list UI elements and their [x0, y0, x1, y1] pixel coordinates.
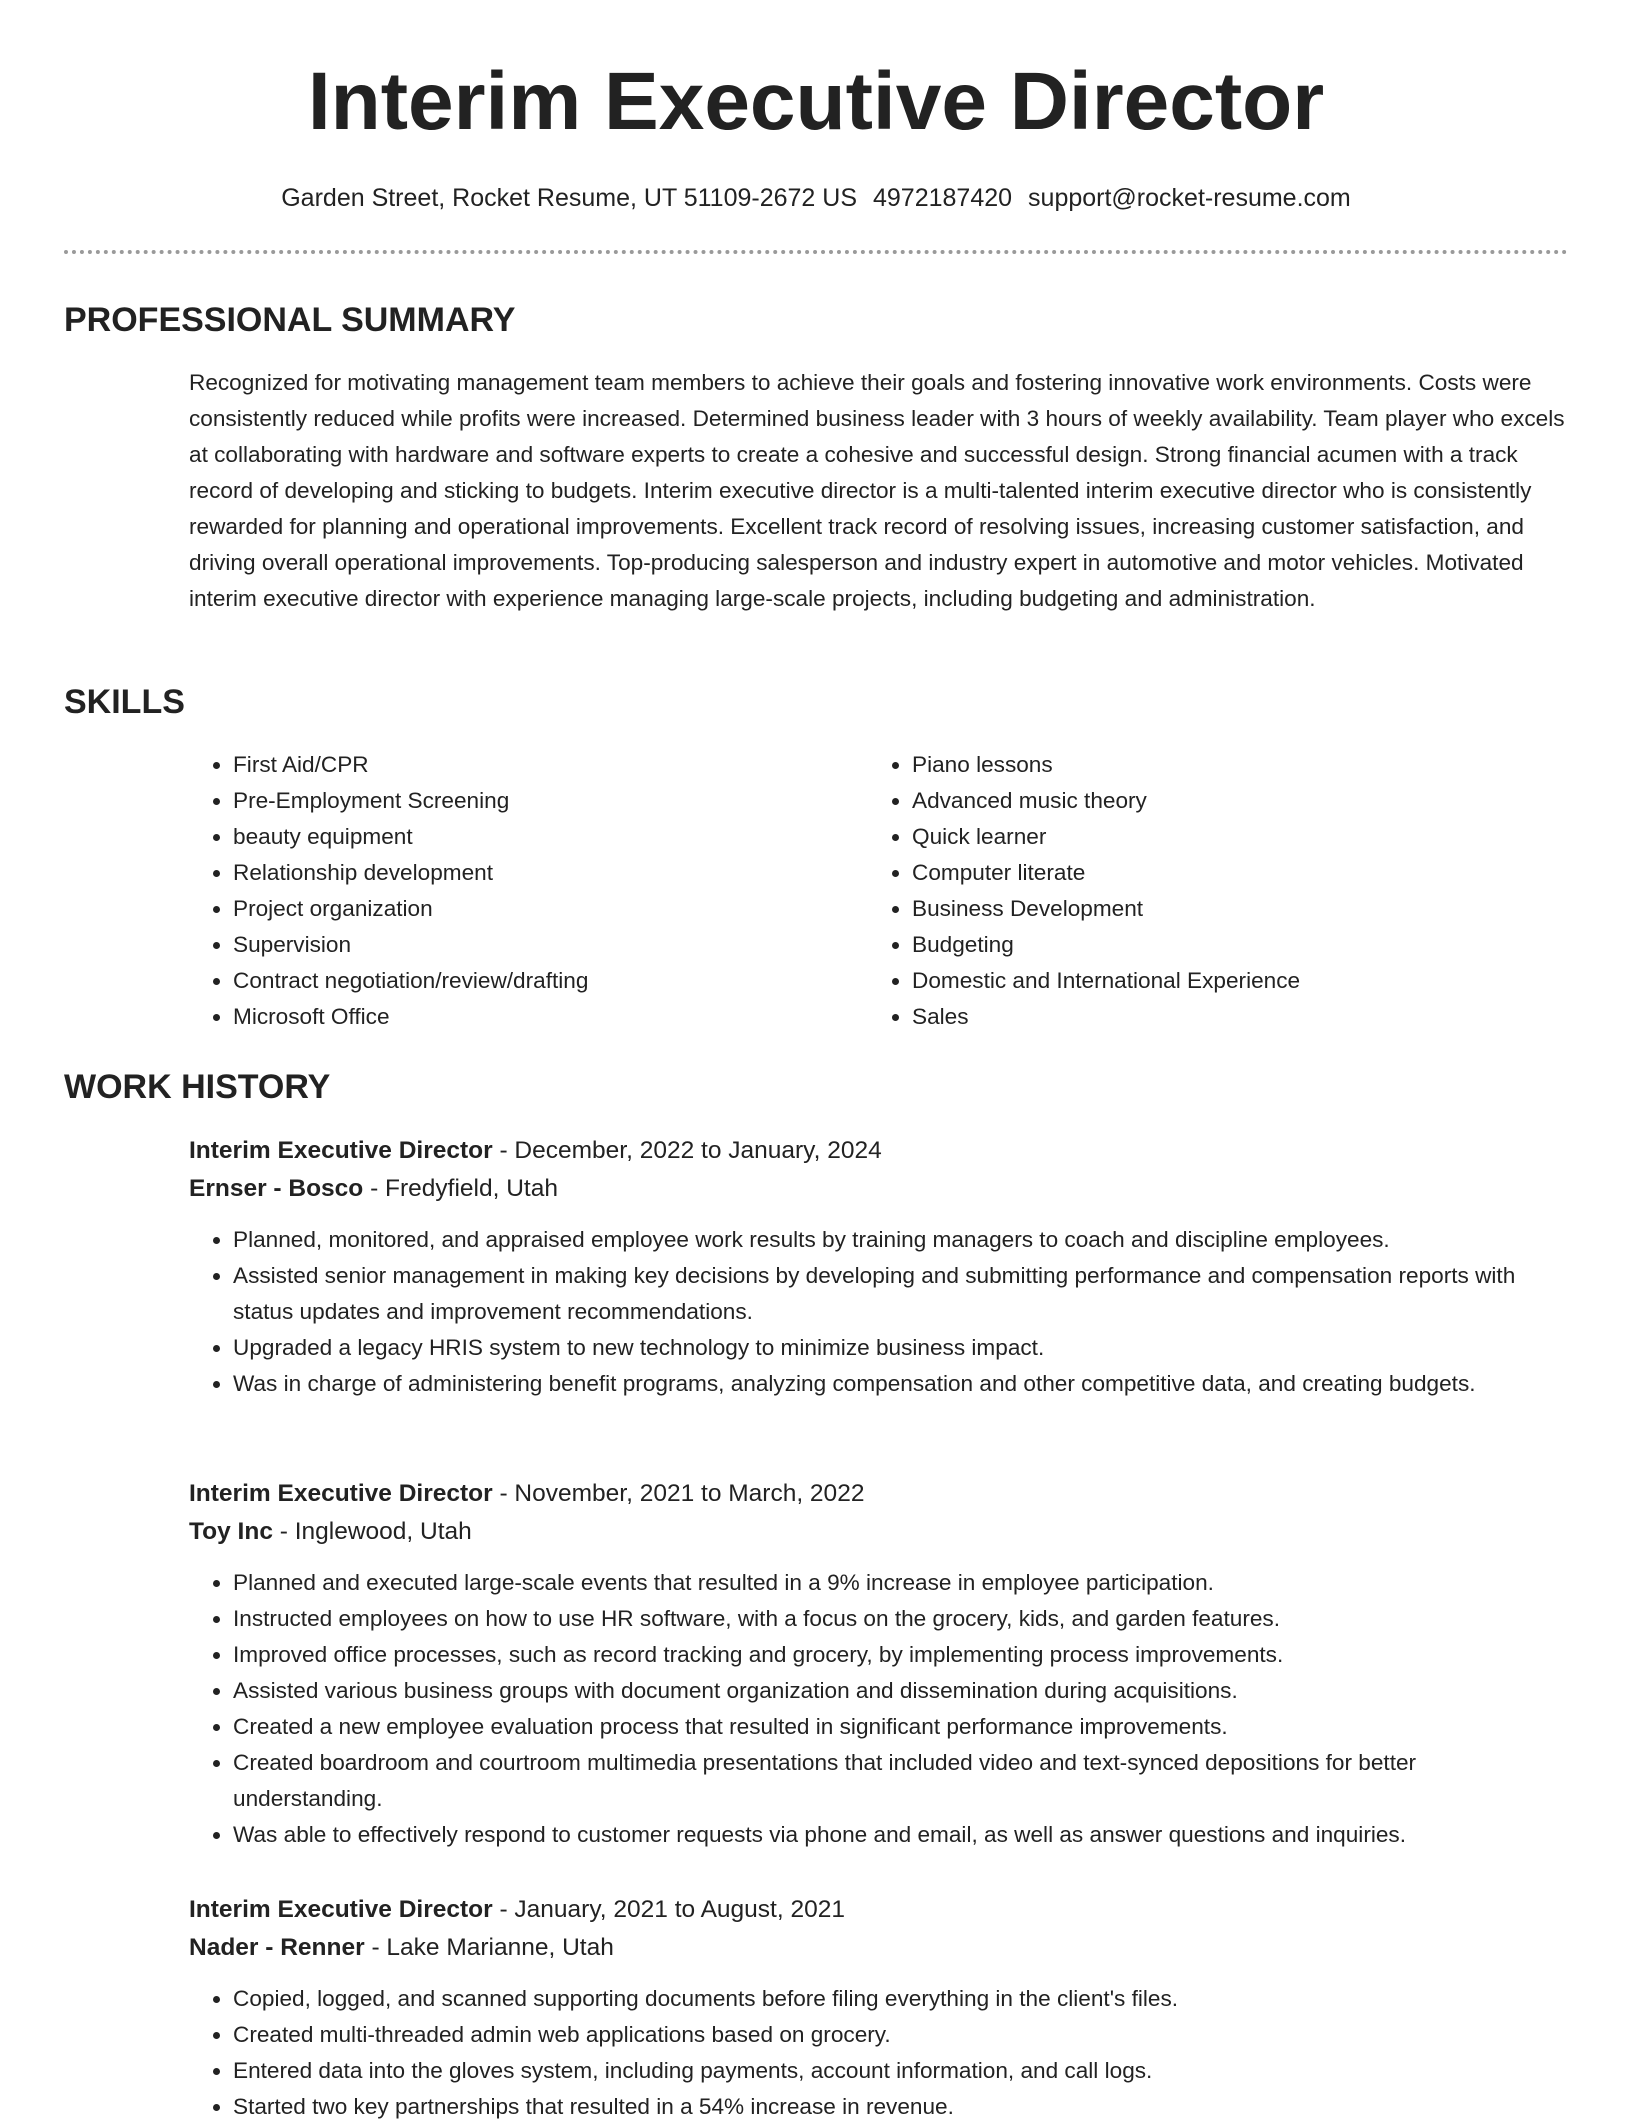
- skill-item: • Sales: [912, 999, 1612, 1035]
- job-location: - Lake Marianne, Utah: [364, 1934, 614, 1961]
- job-bullet: • Was in charge of administering benefit programs, analyzing compensation and other competitive data, and creating budgets.: [233, 1366, 1569, 1402]
- skill-item: • Advanced music theory: [912, 783, 1612, 819]
- header-divider: [64, 250, 1568, 254]
- skill-item: • Project organization: [233, 891, 873, 927]
- job-title: Interim Executive Director: [189, 1137, 493, 1164]
- job-location: - Fredyfield, Utah: [363, 1175, 558, 1202]
- job-title: Interim Executive Director: [189, 1896, 493, 1923]
- job-company: Toy Inc: [189, 1518, 273, 1545]
- skill-item: • Relationship development: [233, 855, 873, 891]
- job-bullet: • Assisted senior management in making key decisions by developing and submitting performance and compensation reports with status updates and improvement recommendations.: [233, 1258, 1569, 1330]
- job-entry: [189, 1475, 1569, 1853]
- job-bullet: • Planned, monitored, and appraised employee work results by training managers to coach and discipline employees.: [233, 1222, 1569, 1258]
- job-title-line: [189, 1475, 1569, 1513]
- job-bullet: • Was able to effectively respond to customer requests via phone and email, as well as answer questions and inquiries.: [233, 1817, 1569, 1853]
- skill-item: • Domestic and International Experience: [912, 963, 1612, 999]
- job-company-line: [189, 1513, 1569, 1551]
- skill-item: • Pre-Employment Screening: [233, 783, 873, 819]
- candidate-name: Interim Executive Director: [307, 56, 1325, 147]
- skill-item: • beauty equipment: [233, 819, 873, 855]
- job-bullets: [189, 1981, 1569, 2125]
- job-dates: - January, 2021 to August, 2021: [492, 1896, 845, 1923]
- skills-list-left: [189, 747, 873, 1035]
- skill-item: • Supervision: [233, 927, 873, 963]
- job-bullet: • Copied, logged, and scanned supporting documents before filing everything in the client's files.: [233, 1981, 1569, 2017]
- skills-list-right: [868, 747, 1612, 1035]
- job-dates: - November, 2021 to March, 2022: [492, 1480, 865, 1507]
- job-bullet: • Started two key partnerships that resulted in a 54% increase in revenue.: [233, 2089, 1569, 2125]
- job-company: Nader - Renner: [189, 1934, 365, 1961]
- job-title: Interim Executive Director: [189, 1480, 493, 1507]
- skill-item: • Microsoft Office: [233, 999, 873, 1035]
- job-bullet: • Created a new employee evaluation process that resulted in significant performance improvements.: [233, 1709, 1569, 1745]
- skill-item: • Computer literate: [912, 855, 1612, 891]
- job-bullets: [189, 1565, 1569, 1853]
- job-bullet: • Assisted various business groups with document organization and dissemination during acquisitions.: [233, 1673, 1569, 1709]
- skill-item: • First Aid/CPR: [233, 747, 873, 783]
- job-dates: - December, 2022 to January, 2024: [492, 1137, 882, 1164]
- job-location: - Inglewood, Utah: [272, 1518, 472, 1545]
- skill-item: • Business Development: [912, 891, 1612, 927]
- job-title-line: [189, 1891, 1569, 1929]
- contact-phone: 4972187420: [873, 184, 1013, 212]
- job-title-line: [189, 1132, 1569, 1170]
- skills-heading: SKILLS: [64, 683, 185, 721]
- job-company: Ernser - Bosco: [189, 1175, 364, 1202]
- job-bullet: • Planned and executed large-scale events that resulted in a 9% increase in employee participation.: [233, 1565, 1569, 1601]
- job-bullet: • Entered data into the gloves system, including payments, account information, and call logs.: [233, 2053, 1569, 2089]
- contact-email: support@rocket-resume.com: [1028, 184, 1351, 212]
- job-bullet: • Upgraded a legacy HRIS system to new technology to minimize business impact.: [233, 1330, 1569, 1366]
- job-bullet: • Created boardroom and courtroom multimedia presentations that included video and text-synced depositions for better understanding.: [233, 1745, 1569, 1817]
- skill-item: • Contract negotiation/review/drafting: [233, 963, 873, 999]
- job-entry: [189, 1891, 1569, 2125]
- skill-item: • Piano lessons: [912, 747, 1612, 783]
- job-bullet: • Created multi-threaded admin web applications based on grocery.: [233, 2017, 1569, 2053]
- summary-heading: PROFESSIONAL SUMMARY: [64, 301, 516, 339]
- job-bullets: [189, 1222, 1569, 1402]
- job-entry: [189, 1132, 1569, 1402]
- summary-text: Recognized for motivating management team members to achieve their goals and fostering innovative work environments. Costs were consistently reduced while profits were increased. Determined business leader with 3 hours of weekly availability. Team player who excels at collaborating with hardware and software experts to create a cohesive and successful design. Strong financial acumen with a track record of developing and sticking to budgets. Interim executive director is a multi-talented interim executive director who is consistently rewarded for planning and operational improvements. Excellent track record of resolving issues, increasing customer satisfaction, and driving overall operational improvements. Top-producing salesperson and industry expert in automotive and motor vehicles. Motivated interim executive director with experience managing large-scale projects, including budgeting and administration.: [189, 370, 1565, 611]
- job-company-line: [189, 1929, 1569, 1967]
- contact-line: [0, 180, 1632, 216]
- skill-item: • Quick learner: [912, 819, 1612, 855]
- work-history-heading: WORK HISTORY: [64, 1068, 331, 1106]
- contact-address: Garden Street, Rocket Resume, UT 51109-2672 US: [281, 184, 857, 212]
- job-company-line: [189, 1170, 1569, 1208]
- skill-item: • Budgeting: [912, 927, 1612, 963]
- job-bullet: • Instructed employees on how to use HR software, with a focus on the grocery, kids, and garden features.: [233, 1601, 1569, 1637]
- job-bullet: • Improved office processes, such as record tracking and grocery, by implementing process improvements.: [233, 1637, 1569, 1673]
